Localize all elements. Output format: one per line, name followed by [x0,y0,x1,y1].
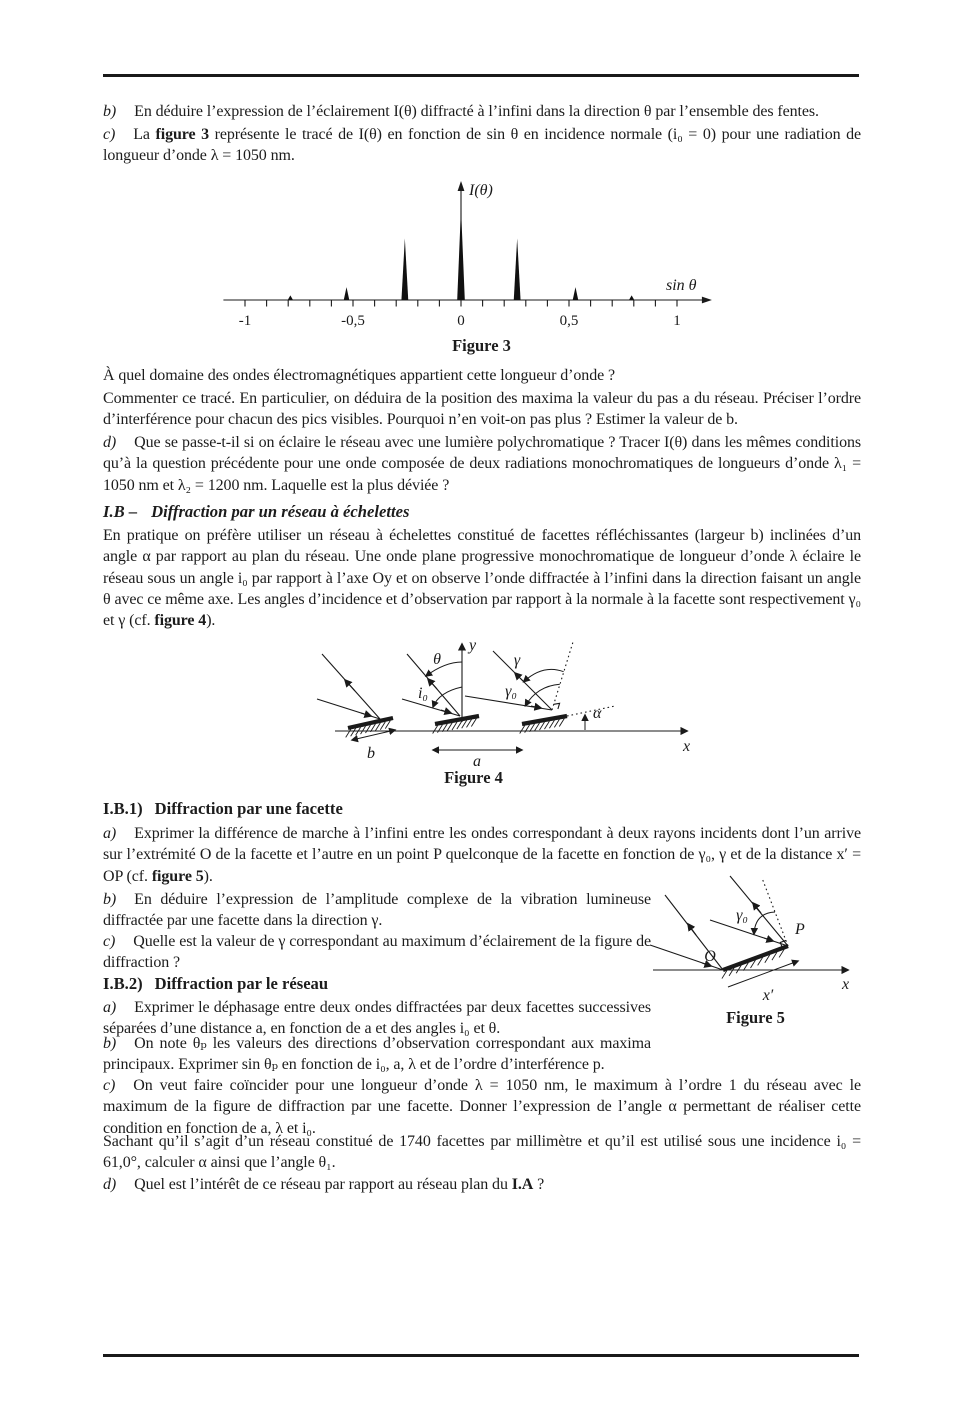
item-marker: d) [103,1176,117,1193]
gamma0-angle-arc [525,684,559,706]
question-b [103,101,861,122]
facet-hatching [471,718,476,726]
section-IA-reference: I.A [511,1176,534,1193]
fig5-label-P: P [795,921,805,938]
fig4-label-b: b [367,745,375,762]
fig5-label-O: O [704,948,716,965]
y-axis-label: I(θ) [469,182,493,199]
fig5-label-gamma0: γ₀ [736,907,748,924]
question-b1-text: En déduire l’expression de l’amplitude complexe de la vibration lumineuse diffractée par une facette dans la direction γ. [103,891,651,930]
paragraph-comment: Commenter ce tracé. En particulier, on déduira de la position des maxima la valeur du pas a du réseau. Préciser l’ordre d’interférence pour chacun des pics visibles. Pourquoi n’en voit-on pas plus ? Estimer la valeur de b. [103,390,861,429]
intensity-peak [629,295,634,300]
x-tick-label: 0 [457,313,465,329]
x-axis-arrow [702,297,712,304]
gamma-angle-arc [524,669,564,681]
ray-arrow [428,679,437,689]
section-title: Diffraction par une facette [154,799,343,818]
section-title: Diffraction par le réseau [154,974,329,993]
item-marker: b) [103,891,117,908]
question-a2-text: Exprimer le déphasage entre deux ondes diffractées par deux facettes successives séparées d’une distance a, en fonction de a et des angles i₀ et θ. [103,999,651,1038]
facet-extension-dotted [567,706,615,716]
fig4-label-a: a [473,753,481,770]
question-d2 [103,1174,861,1195]
facet-hatching [351,728,356,736]
fig4-label-x: x [683,738,691,755]
figure3-caption: Figure 3 [452,336,511,355]
question-c2-text: On veut faire coïncider pour une longueur d’onde λ = 1050 nm, le maximum à l’ordre 1 du réseau avec le maximum de la figure de diffraction par une facette. Donner l’expression de l’angle α permettant de réaliser cette condition en fonction de a, λ et i₀. [103,1077,861,1137]
facet-hatching [457,721,462,729]
paragraph-text: En pratique on préfère utiliser un réseau à échelettes constitué de facettes réfléchissantes (largeur b) inclinées d’un angle α par rapport au plan du réseau. Une onde plane progressive monochromatique de longueur d’onde λ éclaire le réseau sous un angle i₀ par rapport à l’axe Oy et on observe l’onde diffractée à l’infini dans la direction faisant un angle θ avec ce même axe. Les angles d’incidence et d’observation par rapport à la normale à la facette sont respectivement γ₀ et γ (cf. [103,527,861,630]
facet-hatching [467,719,472,727]
facet-hatching [540,722,545,730]
paragraph-echelette-intro [103,525,861,631]
fig4-label-gamma: γ [513,652,521,669]
intensity-peak [401,238,408,300]
section-heading-IB [103,502,409,522]
item-marker: d) [103,434,117,451]
right-angle-mark [554,703,560,709]
question-a1-text2: ). [203,867,213,885]
facet [723,946,788,970]
ray-arrow [441,710,451,713]
ray-arrow [361,713,371,716]
question-b-text: En déduire l’expression de l’éclairement I(θ) diffracté à l’infini dans la direction θ par l’ensemble des fentes. [134,103,819,120]
figure5-reference: figure 5 [151,867,204,885]
item-marker: c) [103,1077,116,1094]
section-title: Diffraction par un réseau à échelettes [151,502,410,521]
fig4-label-y: y [469,637,477,654]
figure3-intensity-chart [160,176,780,336]
item-marker: c) [103,126,116,143]
fig4-label-alpha: α [593,705,602,722]
section-number: I.B.1) [103,799,143,818]
figure5-facet-diagram [648,868,863,1008]
facet-hatching [535,723,540,731]
facet-hatching [433,726,438,734]
section-heading-IB1 [103,799,343,819]
item-marker: a) [103,825,117,842]
facet-hatching [544,721,549,729]
section-number: I.B.2) [103,974,143,993]
facet-hatching [722,971,727,979]
section-heading-IB2 [103,974,328,994]
facet-hatching [559,718,564,726]
facet-hatching [447,723,452,731]
figure4-caption: Figure 4 [444,768,503,787]
intensity-peak [514,238,521,300]
question-d-text: Que se passe-t-il si on éclaire le réseau avec une lumière polychromatique ? Tracer I(θ) dans les mêmes conditions qu’à la question précédente pour une onde composée de deux radiations monochromatiques de longueurs d’onde λ₁ = 1050 nm et λ₂ = 1200 nm. Laquelle est la plus déviée ? [103,434,861,494]
question-c-text2: représente le tracé de I(θ) en fonction de sin θ en incidence normale (i₀ = 0) pour une radiation de longueur d’onde λ = 1050 nm. [103,126,861,165]
facet-hatching [520,726,525,734]
question-d [103,432,861,496]
theta-angle-arc [426,662,462,676]
intensity-peak [344,287,350,300]
x-axis-label: sin θ [666,277,697,294]
fig4-label-gamma0: γ₀ [505,683,517,700]
question-c [103,124,861,167]
question-a1-text: Exprimer la différence de marche à l’infini entre les ondes correspondant à deux rayons incidents dont l’un arrive sur l’extrémité O de la facette et l’autre en un point P quelconque de la facette en fonction de γ₀, γ et de la distance x′ = OP (cf. [103,825,861,885]
ray-incident-middle [402,699,460,716]
figure4-reference: figure 4 [154,612,207,630]
item-marker: b) [103,1035,117,1052]
fig5-label-x: x [842,976,850,993]
question-c2 [103,1075,861,1139]
bottom-rule [103,1354,859,1357]
facet-hatching [380,722,385,730]
ray-to-P-shallow [710,920,788,946]
question-b1 [103,889,651,932]
facet-hatching [375,723,380,731]
top-rule [103,74,859,77]
facet-hatching [452,722,457,730]
question-d2-text: Quel est l’intérêt de ce réseau par rapport au réseau plan du [134,1176,512,1193]
figure3-reference: figure 3 [155,126,210,143]
question-c1 [103,931,651,974]
paragraph-sachant: Sachant qu’il s’agit d’un réseau constitué de 1740 facettes par millimètre et qu’il est utilisé sous une incidence i₀ = 61,0°, calculer α ainsi que l’angle θ₁. [103,1133,861,1172]
facet-hatching [361,726,366,734]
paragraph-text2: ). [206,612,216,630]
facet-normal-dotted [552,642,573,710]
facet-hatching [549,720,554,728]
fig4-label-i0: i₀ [417,685,429,702]
item-marker: b) [103,103,117,120]
paragraph-domain-question: À quel domaine des ondes électromagnétiques appartient cette longueur d’onde ? [103,367,616,384]
question-c-text: La [133,126,156,143]
x-tick-label: -0,5 [341,313,365,329]
facet-hatching [366,725,371,733]
figure4-echelette-diagram [285,634,715,770]
intensity-peak [288,295,293,300]
ray-arrow [753,903,761,913]
section-number: I.B – [103,502,138,521]
x-tick-label: 0,5 [559,313,579,329]
fig5-label-xprime: x′ [762,987,774,1004]
fig4-label-theta: θ [433,651,441,668]
facet-hatching [554,719,559,727]
item-marker: a) [103,999,117,1016]
ray-arrow [515,673,524,682]
figure5-caption: Figure 5 [726,1008,785,1027]
question-d2-text2: ? [533,1176,545,1193]
gamma0-angle-arc [754,912,775,934]
ray-arrow [688,924,696,935]
facet-hatching [385,721,390,729]
intensity-peak [457,208,465,300]
item-marker: c) [103,933,116,950]
x-tick-label: -1 [238,313,252,329]
x-tick-label: 1 [673,313,681,329]
intensity-peak [573,287,579,300]
y-axis-arrow [458,181,465,191]
question-c1-text: Quelle est la valeur de γ correspondant au maximum d’éclairement de la figure de diffraction ? [103,933,651,972]
question-b2-text: On note θₚ les valeurs des directions d’observation correspondant aux maxima principaux. Exprimer sin θₚ en fonction de i₀, a, λ et de l’ordre d’interférence p. [103,1035,651,1074]
ray-arrow [764,938,773,941]
question-b2 [103,1033,651,1076]
ray-arrow [345,680,355,691]
